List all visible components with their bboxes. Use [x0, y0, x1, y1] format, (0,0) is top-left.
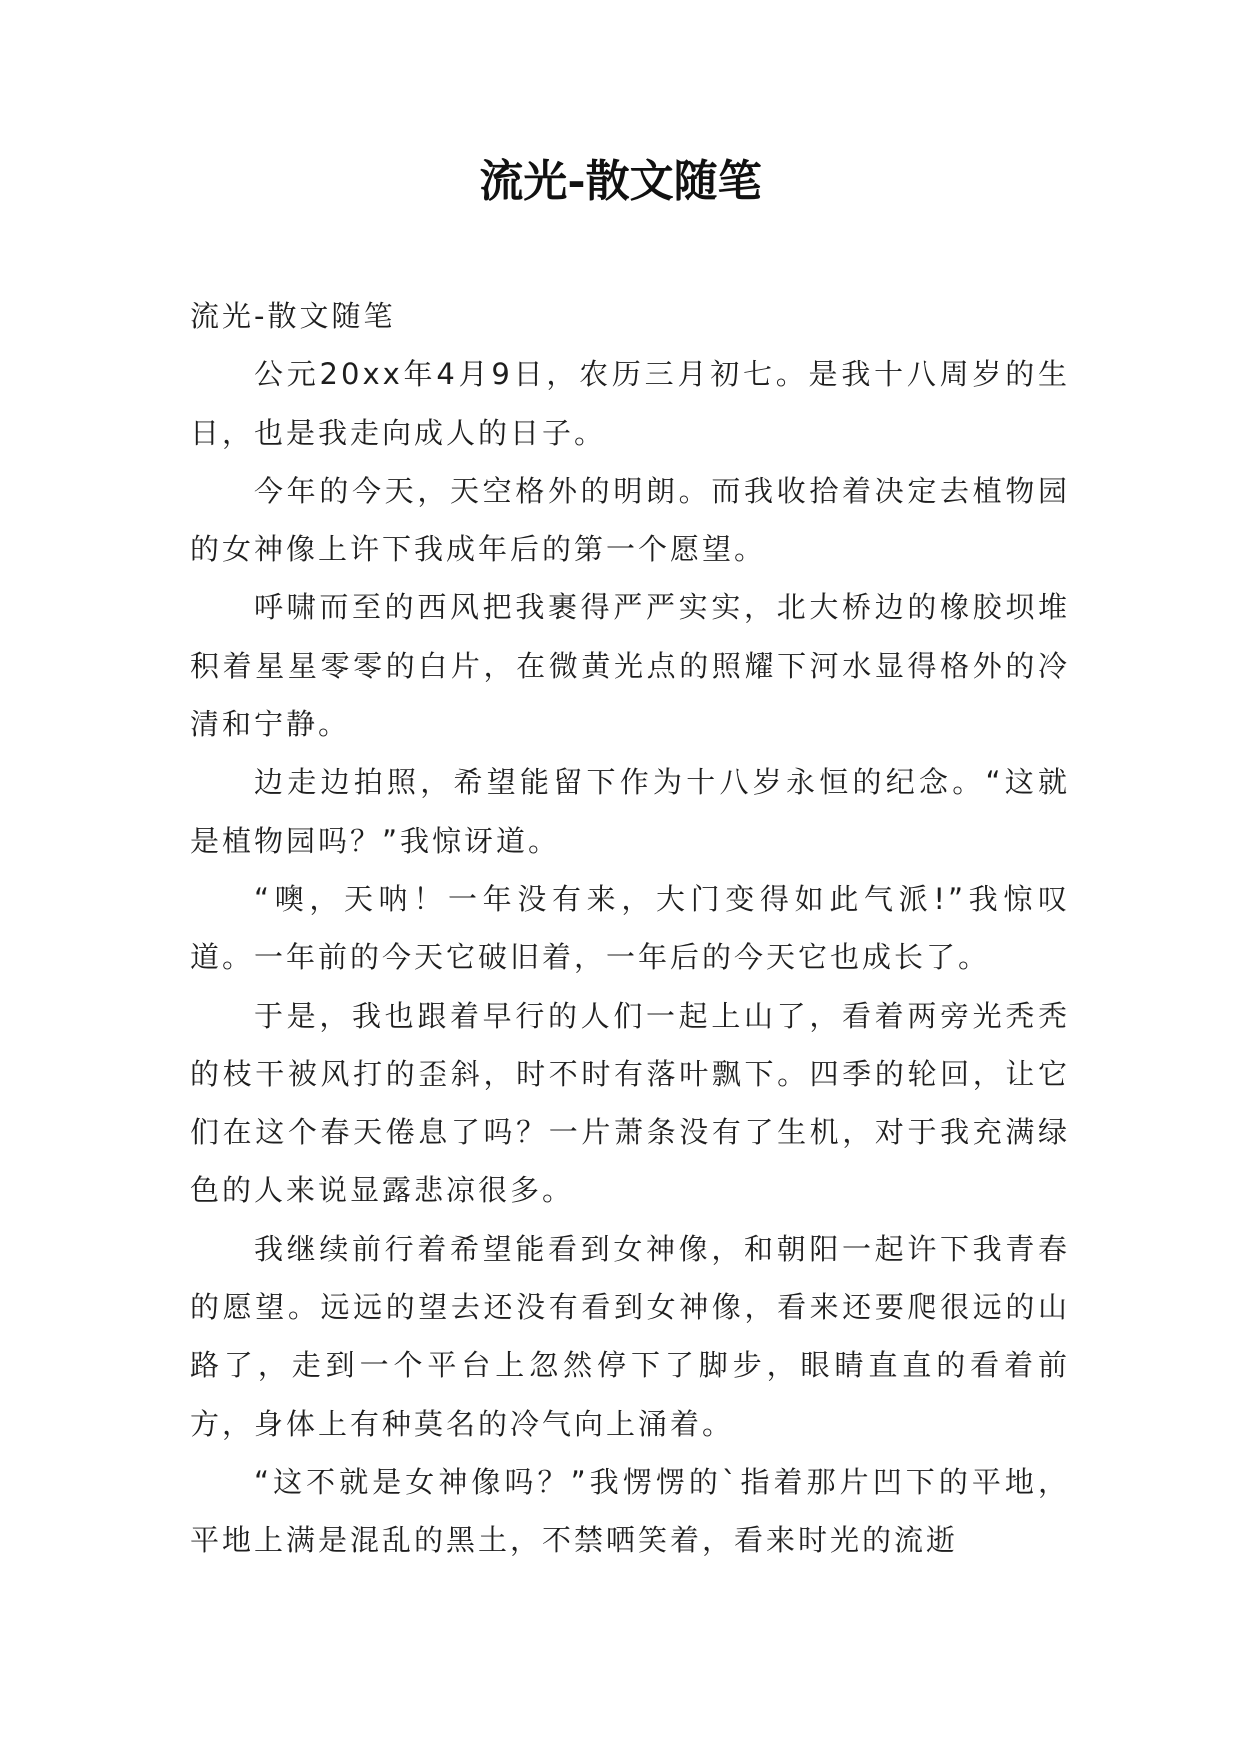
- paragraph: 公元20xx年4月9日，农历三月初七。是我十八周岁的生日，也是我走向成人的日子。: [190, 357, 1070, 450]
- document-title: 流光-散文随笔: [479, 156, 762, 207]
- paragraph: “这不就是女神像吗？”我愣愣的`指着那片凹下的平地，平地上满是混乱的黑土，不禁哂笑着，看来时光的流逝: [190, 1464, 1070, 1558]
- paragraph: 于是，我也跟着早行的人们一起上山了，看着两旁光秃秃的枝干被风打的歪斜，时不时有落叶飘下。四季的轮回，让它们在这个春天倦息了吗？一片萧条没有了生机，对于我充满绿色的人来说显露悲凉很多。: [190, 998, 1070, 1208]
- document-body: [190, 287, 1070, 1570]
- paragraph: 我继续前行着希望能看到女神像，和朝阳一起许下我青春的愿望。远远的望去还没有看到女神像，看来还要爬很远的山路了，走到一个平台上忽然停下了脚步，眼睛直直的看着前方，身体上有种莫名的冷气向上涌着。: [190, 1231, 1070, 1441]
- paragraph: 今年的今天，天空格外的明朗。而我收拾着决定去植物园的女神像上许下我成年后的第一个愿望。: [190, 473, 1070, 567]
- paragraph: “噢，天呐！一年没有来，大门变得如此气派!”我惊叹道。一年前的今天它破旧着，一年后的今天它也成长了。: [190, 881, 1070, 975]
- paragraph: 呼啸而至的西风把我裹得严严实实，北大桥边的橡胶坝堆积着星星零零的白片，在微黄光点的照耀下河水显得格外的冷清和宁静。: [190, 590, 1070, 742]
- paragraph: 边走边拍照，希望能留下作为十八岁永恒的纪念。“这就是植物园吗？”我惊讶道。: [190, 765, 1070, 858]
- document-subtitle: 流光-散文随笔: [190, 299, 396, 333]
